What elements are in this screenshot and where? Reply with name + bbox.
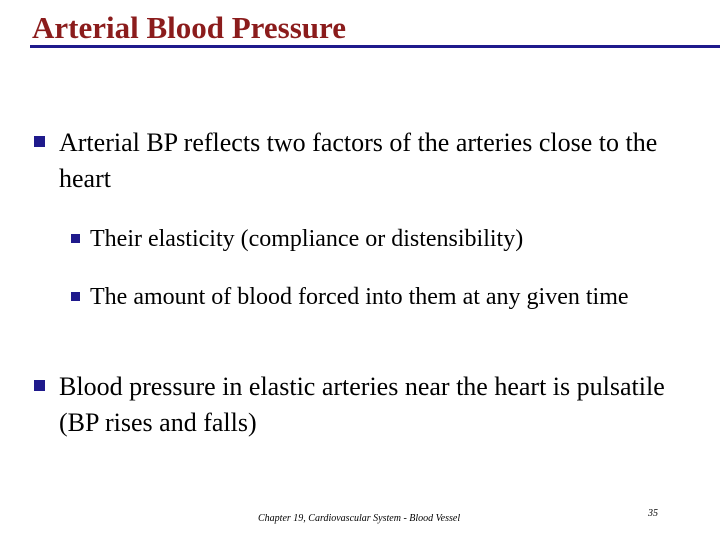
- bullet-item: [59, 125, 699, 197]
- slide-footer: Chapter 19, Cardiovascular System - Blood Vessel: [258, 513, 461, 524]
- bullet-item: [59, 369, 699, 441]
- square-bullet-icon: [71, 292, 80, 301]
- square-bullet-icon: [71, 234, 80, 243]
- page-number: 35: [648, 508, 658, 519]
- sub-bullet-text: Their elasticity (compliance or distensibility): [90, 226, 524, 252]
- slide-title: Arterial Blood Pressure: [32, 10, 346, 45]
- bullet-text: Blood pressure in elastic arteries near the heart is pulsatile (BP rises and falls): [59, 372, 665, 437]
- sub-bullet-text: The amount of blood forced into them at any given time: [90, 284, 629, 310]
- sub-bullet-item: [90, 280, 700, 314]
- square-bullet-icon: [34, 136, 45, 147]
- sub-bullet-item: [90, 222, 700, 256]
- bullet-text: Arterial BP reflects two factors of the arteries close to the heart: [59, 128, 658, 193]
- square-bullet-icon: [34, 380, 45, 391]
- title-underline: [30, 45, 720, 48]
